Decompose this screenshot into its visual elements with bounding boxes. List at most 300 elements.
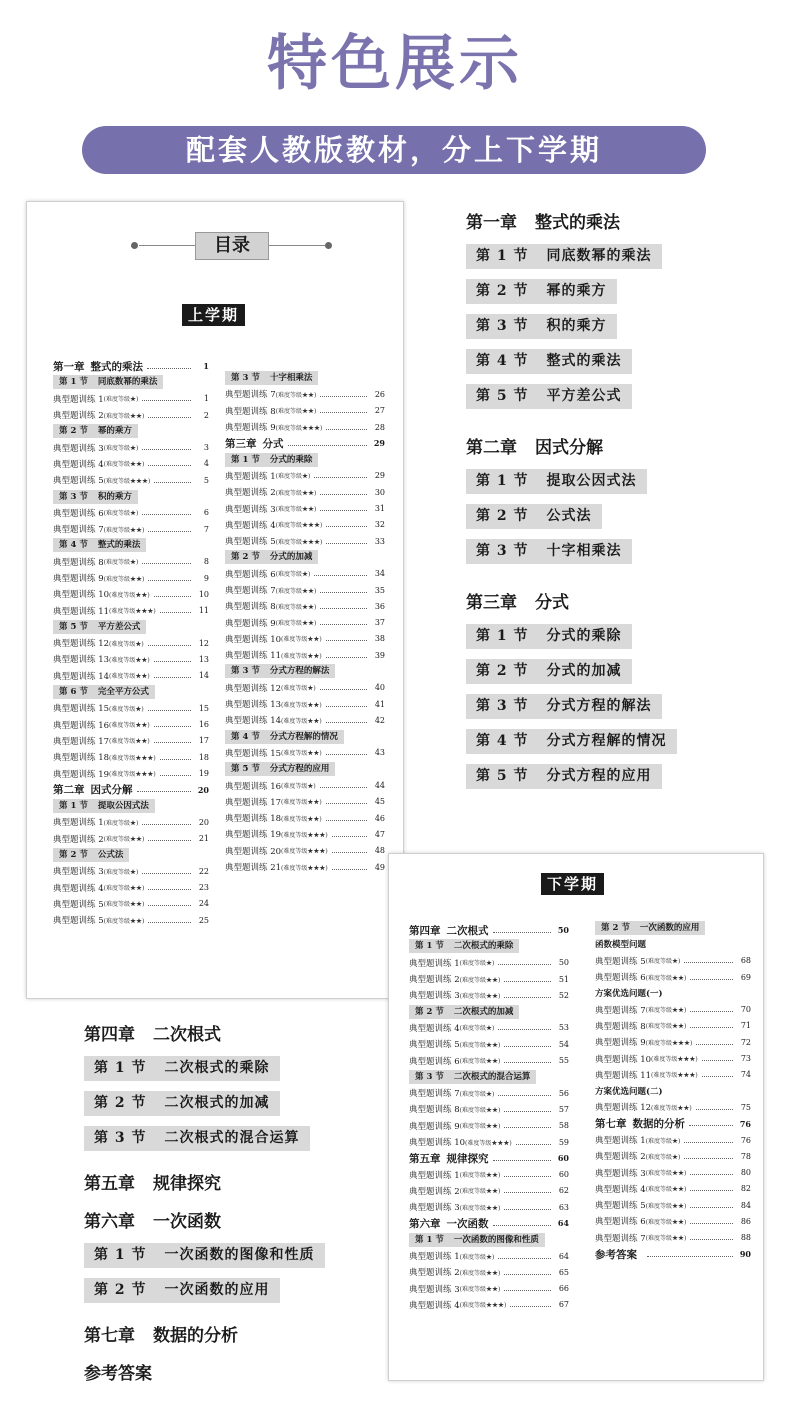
toc-exercise-row: [53, 407, 209, 423]
page-number: 21: [198, 834, 209, 844]
outline-chapter: [84, 1207, 384, 1237]
page-number: 4: [203, 459, 209, 469]
dot-leader: [154, 742, 191, 743]
dot-leader: [498, 964, 551, 965]
difficulty-level: (难度等级★): [459, 1253, 495, 1261]
dot-leader: [326, 429, 367, 430]
difficulty-level: (难度等级★): [275, 473, 311, 481]
page-number: 26: [374, 389, 385, 399]
toc-exercise-row: [53, 733, 209, 749]
page-number: 20: [198, 817, 209, 827]
section-number: 第 2 节: [601, 923, 630, 934]
toc-exercise-row: [595, 1099, 751, 1115]
toc-chapter-row: [225, 435, 385, 451]
chapter-title: 一次函数: [153, 1212, 221, 1232]
toc-exercise-row: [595, 1034, 751, 1050]
dot-leader: [326, 803, 367, 804]
section-label: [466, 384, 632, 409]
toc-chapter-row: [409, 1150, 569, 1166]
exercise-name: 典型题训练 10: [53, 590, 110, 601]
section-title: 二次根式的加减: [164, 1095, 270, 1111]
section-label: [466, 349, 632, 374]
dot-leader: [154, 661, 191, 662]
exercise-name: 典型题训练 1: [53, 818, 104, 829]
page-number: 82: [740, 1184, 751, 1194]
outline-chapter: [466, 588, 776, 618]
section-title: 公式法: [546, 508, 592, 524]
section-title: 同底数幂的乘法: [97, 377, 158, 388]
section-label: [409, 1233, 545, 1247]
difficulty-level: (难度等级★★★): [465, 1139, 512, 1147]
difficulty-level: (难度等级★): [109, 705, 144, 713]
group-label-text: 方案优选问题(二): [595, 1087, 663, 1098]
difficulty-level: (难度等级★★): [459, 1058, 501, 1066]
exercise-name: 典型题训练 6: [595, 1217, 646, 1228]
difficulty-level: (难度等级★★): [281, 717, 322, 725]
chapter-title: 整式的乘法: [535, 213, 620, 233]
difficulty-level: (难度等级★★): [281, 799, 322, 807]
section-title: 分式的乘除: [546, 628, 622, 644]
dot-leader: [142, 514, 191, 515]
dot-leader: [647, 1256, 733, 1257]
dot-leader: [154, 677, 191, 678]
exercise-name: 典型题训练 9: [409, 1121, 460, 1132]
difficulty-level: (难度等级★★): [109, 591, 150, 599]
exercise-name: 典型题训练 4: [53, 883, 104, 894]
toc-exercise-row: [595, 953, 751, 969]
section-label: [409, 1070, 536, 1084]
difficulty-level: (难度等级★★): [275, 506, 317, 514]
outline-upper: [466, 208, 776, 799]
section-title: 一次函数的图像和性质: [453, 1234, 539, 1245]
section-title: 二次根式的混合运算: [164, 1130, 300, 1146]
toc-exercise-row: [225, 386, 385, 402]
exercise-name: 典型题训练 16: [225, 781, 282, 792]
toc-group-label: [595, 985, 751, 1001]
page-number: 76: [740, 1135, 751, 1145]
page-number: 60: [557, 1153, 569, 1164]
toc-exercise-row: [595, 1018, 751, 1034]
exercise-name: 典型题训练 8: [225, 406, 276, 417]
dot-leader: [147, 368, 191, 369]
section-number: 第 5 节: [59, 621, 88, 632]
exercise-name: 典型题训练 1: [53, 394, 104, 405]
page-number: 75: [740, 1102, 751, 1112]
toc-exercise-row: [53, 521, 209, 537]
toc-exercise-row: [53, 863, 209, 879]
difficulty-level: (难度等级★★): [275, 587, 317, 595]
page-number: 16: [198, 720, 209, 730]
dot-leader: [504, 1111, 551, 1112]
toc-exercise-row: [409, 1166, 569, 1182]
section-title: 同底数幂的乘法: [546, 248, 652, 264]
page-number: 41: [374, 699, 385, 709]
section-number: 第 1 节: [94, 1247, 147, 1263]
ornament-line: [139, 245, 195, 246]
toc-exercise-row: [409, 971, 569, 987]
chapter-number: 第七章: [595, 1118, 627, 1131]
section-number: 第 2 节: [476, 508, 529, 524]
difficulty-level: (难度等级★★★): [281, 864, 328, 872]
chapter-title: 数据的分析: [632, 1118, 685, 1131]
section-title: 整式的乘法: [97, 540, 141, 551]
section-title: 平方差公式: [546, 388, 622, 404]
dot-leader: [326, 526, 367, 527]
page-number: 42: [374, 715, 385, 725]
page-number: 25: [198, 915, 209, 925]
page-number: 64: [558, 1251, 569, 1261]
section-title: 二次根式的乘除: [164, 1060, 270, 1076]
outline-section: [466, 244, 776, 279]
dot-leader: [498, 1029, 551, 1030]
section-label: [466, 314, 617, 339]
section-label: [466, 279, 617, 304]
section-title: 积的乘方: [546, 318, 607, 334]
section-label: [53, 799, 155, 813]
exercise-name: 典型题训练 12: [595, 1103, 652, 1114]
section-label: [466, 694, 662, 719]
difficulty-level: (难度等级★★★): [103, 477, 151, 485]
dot-leader: [690, 1190, 733, 1191]
dot-leader: [690, 1207, 733, 1208]
section-label: [225, 550, 318, 564]
toc-exercise-row: [53, 896, 209, 912]
section-title: 幂的乘方: [97, 426, 132, 437]
section-title: 分式方程的应用: [546, 768, 652, 784]
exercise-name: 典型题训练 5: [53, 899, 104, 910]
difficulty-level: (难度等级★★★): [275, 522, 323, 530]
toc-exercise-row: [225, 484, 385, 500]
difficulty-level: (难度等级★): [459, 1090, 495, 1098]
toc-section-row: [225, 370, 385, 386]
page-number: 56: [558, 1088, 569, 1098]
section-number: 第 4 节: [476, 353, 529, 369]
dot-leader: [504, 1290, 551, 1291]
toc-exercise-row: [53, 391, 209, 407]
page-number: 35: [374, 585, 385, 595]
exercise-name: 典型题训练 5: [53, 476, 104, 487]
difficulty-level: (难度等级★★): [645, 974, 687, 982]
page-number: 46: [374, 813, 385, 823]
exercise-name: 典型题训练 1: [409, 958, 460, 969]
toc-exercise-row: [225, 859, 385, 875]
dot-leader: [702, 1076, 733, 1077]
section-number: 第 2 节: [59, 426, 88, 437]
toc-exercise-row: [595, 1213, 751, 1229]
exercise-name: 典型题训练 19: [53, 769, 110, 780]
toc-group-label: [595, 936, 751, 952]
section-title: 分式的加减: [546, 663, 622, 679]
page-number: 11: [198, 606, 209, 616]
difficulty-level: (难度等级★★): [645, 1235, 687, 1243]
chapter-number: 第五章: [84, 1174, 135, 1194]
difficulty-level: (难度等级★★★): [109, 754, 156, 762]
page-number: 43: [374, 748, 385, 758]
section-label: [84, 1056, 280, 1081]
difficulty-level: (难度等级★★): [103, 901, 145, 909]
section-title: 分式方程的应用: [269, 764, 330, 775]
dot-leader: [314, 575, 367, 576]
toc-exercise-row: [225, 680, 385, 696]
group-label-text: 函数模型问题: [595, 940, 647, 951]
page-number: 6: [203, 508, 209, 518]
toc-exercise-row: [595, 1067, 751, 1083]
dot-leader: [493, 1225, 552, 1226]
page-number: 54: [558, 1039, 569, 1049]
difficulty-level: (难度等级★★): [103, 575, 145, 583]
toc-heading: [27, 232, 405, 260]
page-number: 29: [374, 471, 385, 481]
dot-leader: [326, 820, 367, 821]
section-label: [466, 624, 632, 649]
dot-leader: [504, 981, 551, 982]
page-number: 23: [198, 883, 209, 893]
difficulty-level: (难度等级★★): [103, 836, 145, 844]
exercise-name: 典型题训练 8: [53, 557, 104, 568]
dot-leader: [288, 445, 368, 446]
section-title: 完全平方公式: [97, 687, 149, 698]
dot-leader: [326, 706, 367, 707]
exercise-name: 典型题训练 3: [409, 1284, 460, 1295]
exercise-name: 典型题训练 8: [409, 1105, 460, 1116]
section-label: [466, 504, 602, 529]
exercise-name: 典型题训练 6: [409, 1056, 460, 1067]
difficulty-level: (难度等级★★): [109, 673, 150, 681]
toc-section-row: [53, 798, 209, 814]
toc-exercise-row: [409, 1052, 569, 1068]
section-number: 第 3 节: [94, 1130, 147, 1146]
outline-section: [466, 384, 776, 419]
exercise-name: 典型题训练 16: [53, 720, 110, 731]
toc-exercise-row: [225, 419, 385, 435]
toc-section-row: [595, 920, 751, 936]
outline-chapter: [84, 1321, 384, 1351]
page-number: 20: [197, 784, 209, 795]
difficulty-level: (难度等级★★): [103, 412, 145, 420]
section-title: 公式法: [97, 850, 124, 861]
toc-exercise-row: [409, 1264, 569, 1280]
chapter-title: 因式分解: [90, 784, 133, 797]
toc-chapter-row: [595, 1116, 751, 1132]
toc-section-row: [53, 423, 209, 439]
chapter-number: 第一章: [53, 360, 85, 373]
toc-exercise-row: [409, 1248, 569, 1264]
page-number: 1: [203, 361, 209, 372]
toc-exercise-row: [409, 1118, 569, 1134]
page-number: 36: [374, 601, 385, 611]
chapter-number: 第四章: [409, 924, 441, 937]
page-number: 40: [374, 683, 385, 693]
difficulty-level: (难度等级★★): [103, 917, 145, 925]
exercise-name: 典型题训练 7: [595, 1005, 646, 1016]
section-label: [466, 539, 632, 564]
toc-section-row: [409, 1003, 569, 1019]
difficulty-level: (难度等级★): [459, 960, 495, 968]
toc-column-upper-right: [225, 370, 385, 875]
exercise-name: 典型题训练 10: [225, 634, 282, 645]
exercise-name: 典型题训练 5: [595, 956, 646, 967]
difficulty-level: (难度等级★★): [459, 1106, 501, 1114]
difficulty-level: (难度等级★★): [645, 1007, 687, 1015]
exercise-name: 典型题训练 7: [225, 390, 276, 401]
outline-chapter: [84, 1169, 384, 1199]
page-number: 22: [198, 866, 209, 876]
difficulty-level: (难度等级★): [103, 559, 139, 567]
section-title: 分式方程的解法: [269, 666, 330, 677]
toc-exercise-row: [225, 403, 385, 419]
difficulty-level: (难度等级★★★): [651, 1056, 698, 1064]
page-number: 53: [558, 1023, 569, 1033]
dot-leader: [516, 1144, 551, 1145]
section-title: 积的乘方: [97, 491, 132, 502]
page-number: 34: [374, 569, 385, 579]
dot-leader: [326, 722, 367, 723]
outline-lower: [84, 1020, 384, 1391]
toc-section-row: [225, 451, 385, 467]
difficulty-level: (难度等级★★): [645, 1170, 687, 1178]
outline-section: [84, 1278, 384, 1313]
section-number: 第 6 节: [59, 687, 88, 698]
difficulty-level: (难度等级★★): [645, 1218, 687, 1226]
dot-leader: [314, 477, 367, 478]
section-title: 分式方程解的情况: [269, 731, 338, 742]
toc-exercise-row: [53, 456, 209, 472]
toc-chapter-row: [409, 922, 569, 938]
dot-leader: [320, 494, 367, 495]
difficulty-level: (难度等级★★): [459, 976, 501, 984]
outline-section: [466, 729, 776, 764]
section-number: 第 5 节: [231, 764, 260, 775]
section-label: [84, 1091, 280, 1116]
chapter-number: 第三章: [225, 437, 257, 450]
page-number: 63: [558, 1202, 569, 1212]
exercise-name: 典型题训练 5: [225, 537, 276, 548]
outline-chapter: [84, 1020, 384, 1050]
difficulty-level: (难度等级★): [275, 571, 311, 579]
exercise-name: 典型题训练 9: [225, 618, 276, 629]
exercise-name: 典型题训练 6: [595, 973, 646, 984]
exercise-name: 典型题训练 4: [409, 1023, 460, 1034]
toc-exercise-row: [595, 1132, 751, 1148]
dot-leader: [684, 1158, 733, 1159]
page-number: 64: [557, 1218, 569, 1229]
outline-chapter: [466, 433, 776, 463]
difficulty-level: (难度等级★): [103, 396, 139, 404]
toc-exercise-row: [409, 987, 569, 1003]
dot-leader: [148, 905, 191, 906]
exercise-name: 典型题训练 5: [53, 916, 104, 927]
toc-exercise-row: [53, 700, 209, 716]
exercise-name: 典型题训练 7: [595, 1233, 646, 1244]
toc-exercise-row: [53, 586, 209, 602]
dot-leader: [326, 657, 367, 658]
outline-section: [84, 1056, 384, 1091]
section-label: [466, 659, 632, 684]
page-number: 74: [740, 1070, 751, 1080]
exercise-name: 典型题训练 9: [53, 574, 104, 584]
toc-exercise-row: [225, 614, 385, 630]
difficulty-level: (难度等级★★): [275, 603, 317, 611]
page-number: 50: [558, 958, 569, 968]
exercise-name: 典型题训练 6: [225, 569, 276, 580]
difficulty-level: (难度等级★★★): [275, 424, 323, 432]
dot-leader: [696, 1044, 733, 1045]
toc-exercise-row: [225, 826, 385, 842]
dot-leader: [142, 449, 191, 450]
exercise-name: 典型题训练 13: [225, 700, 282, 711]
page-number: 50: [557, 925, 569, 936]
section-label: [466, 244, 662, 269]
toc-exercise-row: [53, 831, 209, 847]
exercise-name: 典型题训练 14: [225, 716, 282, 727]
toc-column-upper-left: [53, 358, 209, 928]
toc-exercise-row: [409, 1085, 569, 1101]
exercise-name: 典型题训练 21: [225, 863, 282, 874]
toc-exercise-row: [409, 955, 569, 971]
dot-leader: [154, 482, 191, 483]
page-number: 68: [740, 956, 751, 966]
dot-leader: [148, 417, 191, 418]
section-title: 提取公因式法: [97, 801, 149, 812]
difficulty-level: (难度等级★★): [281, 815, 322, 823]
exercise-name: 典型题训练 11: [53, 606, 110, 617]
exercise-name: 典型题训练 19: [225, 830, 282, 841]
toc-exercise-row: [225, 647, 385, 663]
dot-leader: [504, 1192, 551, 1193]
toc-section-row: [409, 1232, 569, 1248]
toc-exercise-row: [225, 696, 385, 712]
section-label: [225, 371, 318, 385]
dot-leader: [160, 775, 191, 776]
difficulty-level: (难度等级★★): [281, 636, 322, 644]
section-number: 第 2 节: [94, 1095, 147, 1111]
section-number: 第 2 节: [415, 1006, 444, 1017]
chapter-number: 参考答案: [595, 1248, 637, 1261]
dot-leader: [148, 465, 191, 466]
page-number: 29: [373, 438, 385, 449]
toc-chapter-row: [53, 782, 209, 798]
toc-section-row: [53, 684, 209, 700]
page-number: 86: [740, 1216, 751, 1226]
section-number: 第 1 节: [59, 801, 88, 812]
exercise-name: 典型题训练 20: [225, 846, 282, 857]
section-label: [84, 1278, 280, 1303]
difficulty-level: (难度等级★★): [109, 722, 150, 730]
difficulty-level: (难度等级★★): [459, 1041, 501, 1049]
page-number: 78: [740, 1151, 751, 1161]
difficulty-level: (难度等级★★): [281, 750, 322, 758]
exercise-name: 典型题训练 8: [225, 602, 276, 613]
page-number: 31: [374, 504, 385, 514]
chapter-title: 整式的乘法: [90, 360, 143, 373]
toc-exercise-row: [409, 1020, 569, 1036]
section-number: 第 1 节: [476, 473, 529, 489]
section-number: 第 3 节: [231, 666, 260, 677]
difficulty-level: (难度等级★★): [275, 391, 317, 399]
page-number: 39: [374, 650, 385, 660]
outline-section: [466, 659, 776, 694]
chapter-number: 第七章: [84, 1326, 135, 1346]
toc-chapter-row: [53, 358, 209, 374]
page-number: 27: [374, 406, 385, 416]
dot-leader: [160, 759, 191, 760]
difficulty-level: (难度等级★★★): [645, 1039, 693, 1047]
dot-leader: [154, 726, 191, 727]
semester-badge-lower: 下学期: [541, 873, 604, 895]
exercise-name: 典型题训练 7: [53, 525, 104, 536]
page-number: 70: [740, 1005, 751, 1015]
difficulty-level: (难度等级★★★): [281, 848, 328, 856]
